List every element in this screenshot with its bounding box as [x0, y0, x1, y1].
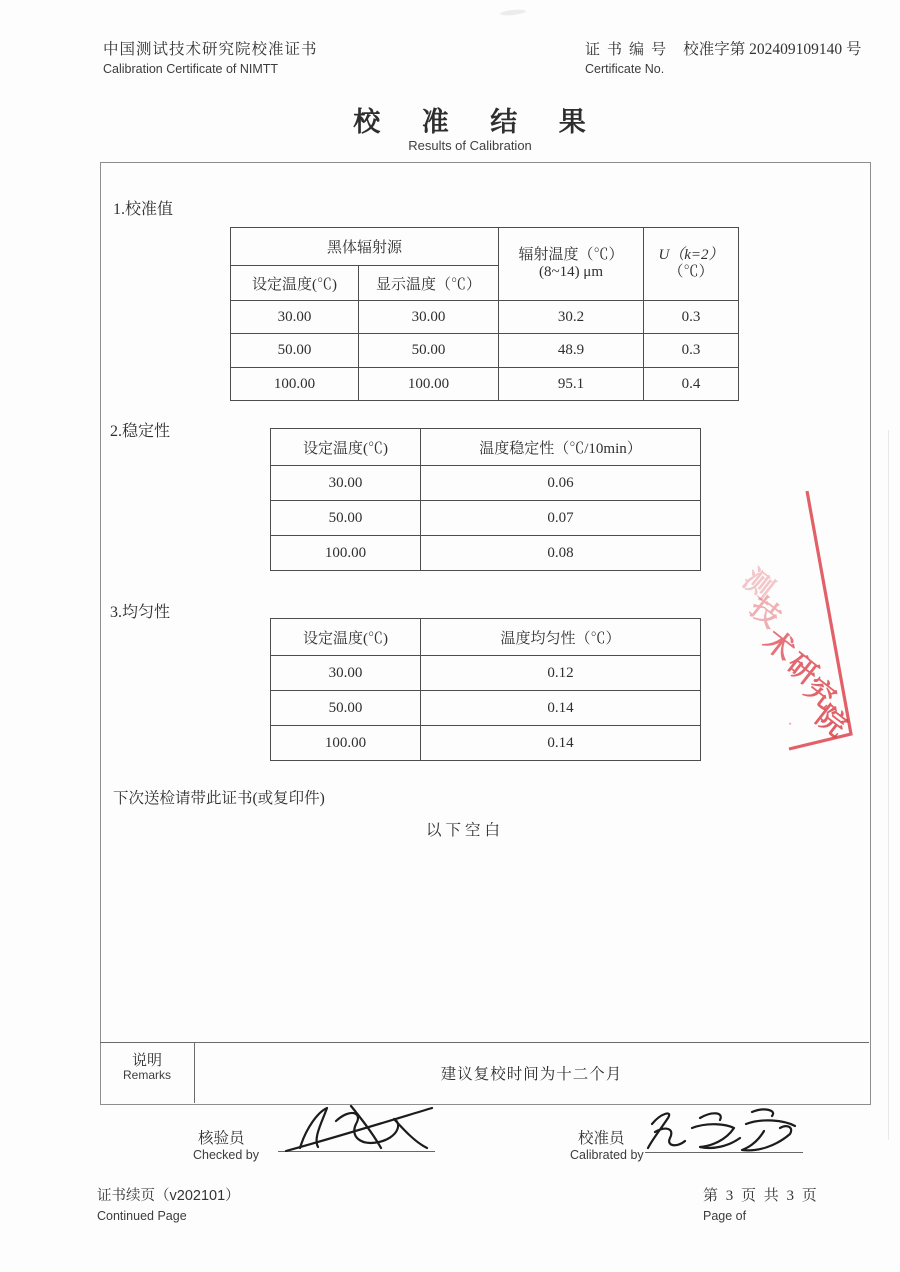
checked-by-signature-line [278, 1151, 435, 1152]
table-row [271, 501, 701, 536]
table2-stability-header: 温度稳定性（℃/10min） [421, 429, 701, 466]
remarks-top-border [100, 1042, 869, 1043]
table1-cell: 0.3 [644, 301, 739, 334]
table2-cell: 0.06 [421, 466, 701, 501]
svg-text:技: 技 [743, 591, 787, 635]
footer-continued-page-zh: 证书续页（v202101） [97, 1188, 240, 1204]
table2-set-temp-header: 设定温度(℃) [271, 429, 421, 466]
calibration-values-table [230, 227, 739, 401]
table1-cell: 48.9 [499, 334, 644, 368]
calibrated-by-label-en: Calibrated by [570, 1148, 644, 1162]
table2-cell: 100.00 [271, 536, 421, 571]
table3-cell: 100.00 [271, 726, 421, 761]
table1-cell: 100.00 [231, 368, 359, 401]
table1-uncertainty-header-line1: U（k=2） [658, 247, 724, 263]
table3-uniformity-header: 温度均匀性（℃） [421, 619, 701, 656]
table1-group-header: 黑体辐射源 [231, 228, 499, 266]
section2-label: 2.稳定性 [110, 423, 171, 440]
remarks-content: 建议复校时间为十二个月 [440, 1066, 623, 1083]
table1-cell: 0.4 [644, 368, 739, 401]
table1-cell: 95.1 [499, 368, 644, 401]
certificate-number-row [585, 37, 861, 59]
footer-continued-page-en: Continued Page [97, 1209, 187, 1223]
table1-cell: 30.2 [499, 301, 644, 334]
table-row [271, 726, 701, 761]
table1-display-temp-header: 显示温度（℃） [359, 266, 499, 301]
svg-text:术: 术 [757, 624, 801, 668]
svg-text:·: · [784, 716, 797, 732]
certificate-number-value: 校准字第 202409109140 号 [683, 41, 862, 58]
table3-cell: 30.00 [271, 656, 421, 691]
remarks-label-en: Remarks [122, 1068, 171, 1082]
table1-radiance-header-line1: 辐射温度（℃） [518, 247, 624, 263]
table-row [231, 301, 739, 334]
svg-text:测: 测 [736, 563, 780, 607]
calibrated-by-signature [648, 1109, 795, 1150]
scan-smudge [500, 9, 526, 17]
table-row [231, 368, 739, 401]
table-row [271, 691, 701, 726]
table3-set-temp-header: 设定温度(℃) [271, 619, 421, 656]
calibrated-by-label-zh: 校准员 [578, 1130, 625, 1147]
note-blank-below: 以下空白 [425, 822, 504, 839]
scan-edge-artifact [888, 430, 889, 1140]
footer-page-number-zh: 第 3 页 共 3 页 [703, 1188, 819, 1204]
table1-cell: 30.00 [231, 301, 359, 334]
table3-cell: 0.14 [421, 691, 701, 726]
table1-cell: 100.00 [359, 368, 499, 401]
section1-label: 1.校准值 [113, 201, 174, 218]
table-row [231, 334, 739, 368]
footer-page-number-en: Page of [703, 1209, 747, 1223]
certificate-number-label-zh: 证书编号 [585, 41, 674, 58]
table3-cell: 50.00 [271, 691, 421, 726]
table1-cell: 30.00 [359, 301, 499, 334]
section3-label: 3.均匀性 [110, 604, 171, 621]
checked-by-label-zh: 核验员 [198, 1130, 245, 1147]
table1-radiance-header [499, 228, 644, 301]
stability-table [270, 428, 701, 571]
table-row [271, 466, 701, 501]
table-row [271, 656, 701, 691]
table1-cell: 0.3 [644, 334, 739, 368]
table1-cell: 50.00 [231, 334, 359, 368]
table2-cell: 0.07 [421, 501, 701, 536]
table-row [271, 536, 701, 571]
certificate-number-label-en: Certificate No. [585, 62, 665, 76]
table1-uncertainty-header-line2: （℃） [668, 264, 714, 280]
svg-text:院: 院 [809, 700, 853, 744]
table1-set-temp-header: 设定温度(℃) [231, 266, 359, 301]
table1-uncertainty-header [644, 228, 739, 301]
table3-cell: 0.12 [421, 656, 701, 691]
remarks-label-zh: 说明 [131, 1052, 162, 1069]
certificate-title-en: Calibration Certificate of NIMTT [103, 62, 279, 76]
table2-cell: 50.00 [271, 501, 421, 536]
checked-by-signature [286, 1106, 432, 1151]
note-bring-certificate: 下次送检请带此证书(或复印件) [113, 790, 325, 807]
calibrated-by-signature-line [645, 1152, 803, 1153]
table2-cell: 30.00 [271, 466, 421, 501]
table1-cell: 50.00 [359, 334, 499, 368]
table3-cell: 0.14 [421, 726, 701, 761]
page-title-zh: 校 准 结 果 [353, 107, 603, 137]
uniformity-table [270, 618, 701, 761]
table2-cell: 0.08 [421, 536, 701, 571]
certificate-title-zh: 中国测试技术研究院校准证书 [103, 41, 318, 58]
page-title-en: Results of Calibration [408, 138, 532, 153]
svg-text:研: 研 [780, 648, 824, 692]
checked-by-label-en: Checked by [193, 1148, 260, 1162]
table1-radiance-header-line2: (8~14) μm [538, 264, 604, 280]
svg-text:究: 究 [798, 672, 842, 716]
